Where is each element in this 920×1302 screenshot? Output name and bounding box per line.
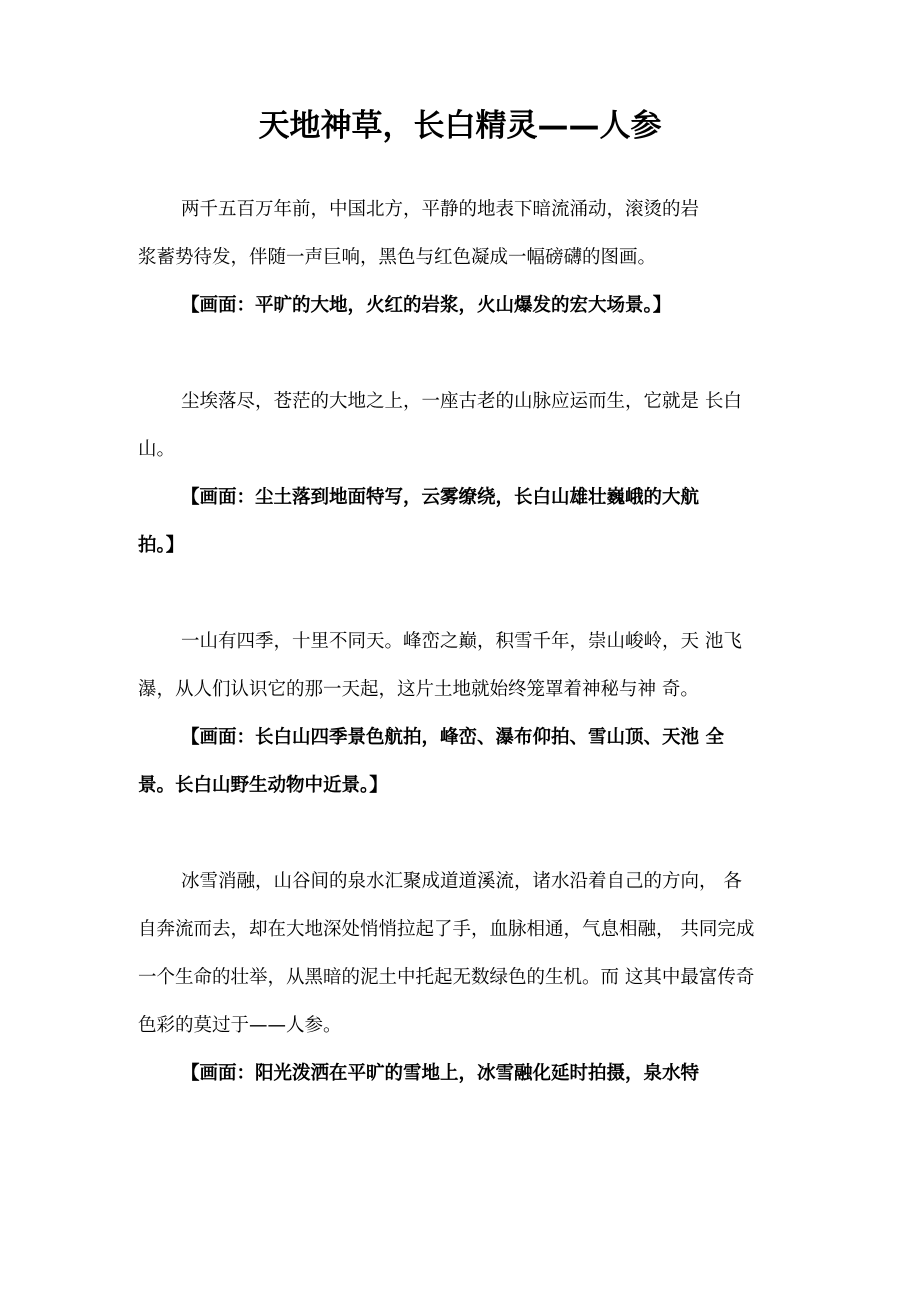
narration-line: 冰雪消融，山谷间的泉水汇聚成道道溪流，诸水沿着自己的方向， 各 [181, 871, 742, 892]
narration-line: 自奔流而去，却在大地深处悄悄拉起了手，血脉相通，气息相融， 共同完成 [138, 919, 755, 940]
narration-line: 山。 [138, 439, 176, 460]
narration-line: 一山有四季，十里不同天。峰峦之巅，积雪千年，崇山峻岭，天 池飞 [181, 631, 742, 652]
scene-direction-line: 【画面：长白山四季景色航拍，峰峦、瀑布仰拍、雪山顶、天池 全 [181, 727, 724, 748]
narration-line: 尘埃落尽，苍茫的大地之上，一座古老的山脉应运而生，它就是 长白 [181, 391, 742, 412]
scene-direction-line: 拍。】 [138, 535, 185, 556]
scene-direction-line: 景。长白山野生动物中近景。】 [138, 775, 388, 796]
narration-line: 浆蓄势待发，伴随一声巨响，黑色与红色凝成一幅磅礴的图画。 [138, 247, 657, 268]
scene-direction-line: 【画面：尘土落到地面特写，云雾缭绕，长白山雄壮巍峨的大航 [181, 487, 700, 508]
narration-line: 一个生命的壮举，从黑暗的泥土中托起无数绿色的生机。而 这其中最富传奇 [138, 967, 755, 988]
scene-direction-line: 【画面：阳光泼洒在平旷的雪地上，冰雪融化延时拍摄，泉水特 [181, 1063, 700, 1084]
narration-line: 色彩的莫过于——人参。 [138, 1015, 342, 1036]
document-title: 天地神草，长白精灵——人参 [258, 108, 662, 144]
scene-direction-line: 【画面：平旷的大地，火红的岩浆，火山爆发的宏大场景。】 [181, 295, 672, 316]
narration-line: 瀑，从人们认识它的那一天起，这片土地就始终笼罩着神秘与神 奇。 [138, 679, 699, 700]
narration-line: 两千五百万年前，中国北方，平静的地表下暗流涌动，滚烫的岩 [181, 199, 700, 220]
